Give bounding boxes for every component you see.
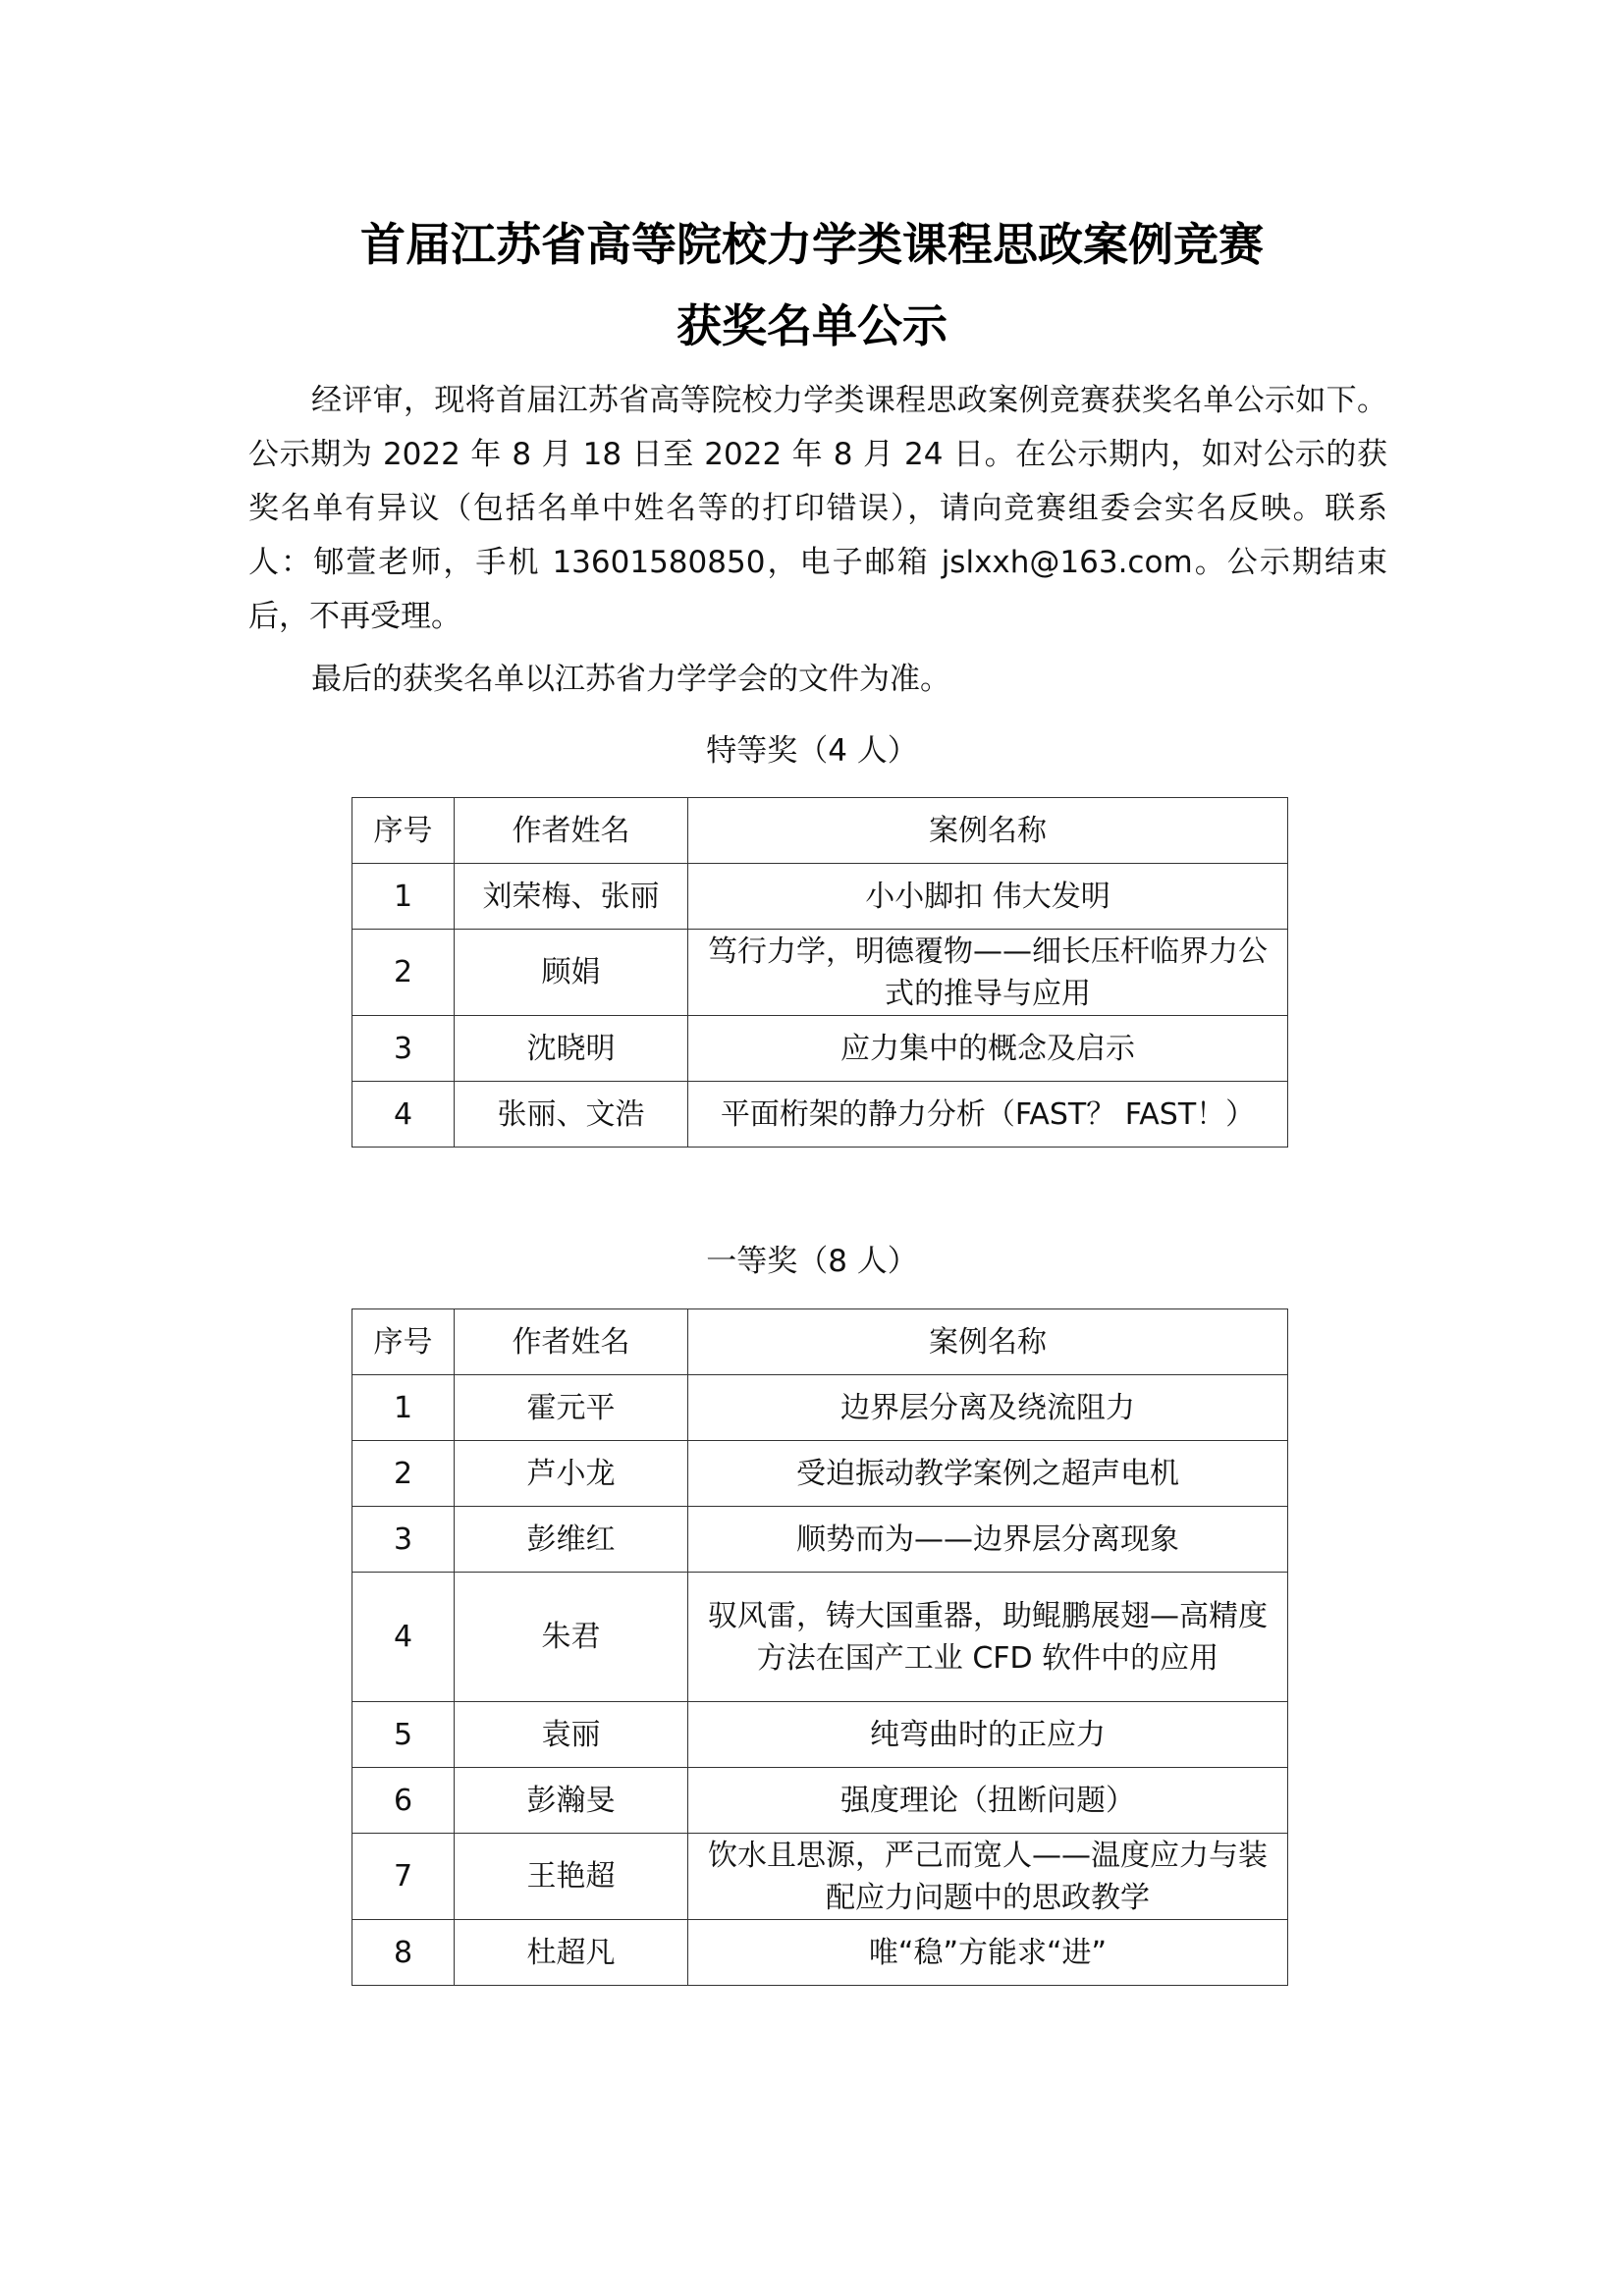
- cell-case: 饮水且思源，严己而宽人——温度应力与装配应力问题中的思政教学: [688, 1834, 1288, 1920]
- cell-author: 彭维红: [455, 1507, 688, 1573]
- cell-case: 受迫振动教学案例之超声电机: [688, 1441, 1288, 1507]
- cell-no: 3: [352, 1016, 455, 1082]
- first-prize-caption: 一等奖（8 人）: [706, 1244, 918, 1279]
- intro-paragraph: 经评审，现将首届江苏省高等院校力学类课程思政案例竞赛获奖名单公示如下。公示期为 2022 年 8 月 18 日至 2022 年 8 月 24 日。在公示期内，如对公示的获奖名单有异议（包括名单中姓名等的打印错误），请向竞赛组委会实名反映。联系人：郇萱老师，手机 13601580850，电子邮箱 jslxxh@163.com。公示期结束后，不再受理。: [248, 383, 1387, 634]
- special-prize-table: [352, 797, 1288, 1148]
- cell-case: 顺势而为——边界层分离现象: [688, 1507, 1288, 1573]
- cell-author: 张丽、文浩: [455, 1082, 688, 1148]
- header-no: 序号: [352, 1309, 455, 1375]
- cell-case: 应力集中的概念及启示: [688, 1016, 1288, 1082]
- cell-author: 王艳超: [455, 1834, 688, 1920]
- table-header-row: [352, 1309, 1288, 1375]
- cell-no: 7: [352, 1834, 455, 1920]
- table-row: [352, 1920, 1288, 1986]
- cell-no: 3: [352, 1507, 455, 1573]
- table-header-row: [352, 798, 1288, 864]
- cell-case: 笃行力学，明德覆物——细长压杆临界力公式的推导与应用: [688, 930, 1288, 1016]
- cell-author: 彭瀚旻: [455, 1768, 688, 1834]
- table-row: [352, 1082, 1288, 1148]
- cell-no: 4: [352, 1082, 455, 1148]
- cell-author: 朱君: [455, 1573, 688, 1702]
- cell-no: 4: [352, 1573, 455, 1702]
- cell-case: 边界层分离及绕流阻力: [688, 1375, 1288, 1441]
- cell-author: 霍元平: [455, 1375, 688, 1441]
- table-row: [352, 930, 1288, 1016]
- table-row: [352, 1441, 1288, 1507]
- header-author: 作者姓名: [455, 798, 688, 864]
- table-row: [352, 1702, 1288, 1768]
- cell-author: 杜超凡: [455, 1920, 688, 1986]
- cell-author: 芦小龙: [455, 1441, 688, 1507]
- cell-case: 纯弯曲时的正应力: [688, 1702, 1288, 1768]
- basis-paragraph: 最后的获奖名单以江苏省力学学会的文件为准。: [311, 662, 950, 697]
- cell-author: 沈晓明: [455, 1016, 688, 1082]
- cell-no: 2: [352, 930, 455, 1016]
- table-row: [352, 1834, 1288, 1920]
- header-author: 作者姓名: [455, 1309, 688, 1375]
- cell-author: 刘荣梅、张丽: [455, 864, 688, 930]
- document-subtitle: 获奖名单公示: [677, 299, 947, 352]
- header-case: 案例名称: [688, 798, 1288, 864]
- cell-author: 顾娟: [455, 930, 688, 1016]
- cell-no: 1: [352, 1375, 455, 1441]
- special-prize-caption: 特等奖（4 人）: [706, 733, 918, 769]
- header-no: 序号: [352, 798, 455, 864]
- cell-no: 1: [352, 864, 455, 930]
- document-title: 首届江苏省高等院校力学类课程思政案例竞赛: [360, 218, 1264, 271]
- table-row: [352, 1507, 1288, 1573]
- table-row: [352, 1768, 1288, 1834]
- cell-no: 6: [352, 1768, 455, 1834]
- first-prize-table: [352, 1308, 1288, 1986]
- cell-case: 小小脚扣 伟大发明: [688, 864, 1288, 930]
- table-row: [352, 864, 1288, 930]
- table-row: [352, 1573, 1288, 1702]
- cell-no: 2: [352, 1441, 455, 1507]
- cell-case: 唯“稳”方能求“进”: [688, 1920, 1288, 1986]
- header-case: 案例名称: [688, 1309, 1288, 1375]
- cell-case: 平面桁架的静力分析（FAST？ FAST！）: [688, 1082, 1288, 1148]
- table-row: [352, 1016, 1288, 1082]
- table-row: [352, 1375, 1288, 1441]
- cell-case: 驭风雷，铸大国重器，助鲲鹏展翅—高精度方法在国产工业 CFD 软件中的应用: [688, 1573, 1288, 1702]
- cell-author: 袁丽: [455, 1702, 688, 1768]
- cell-case: 强度理论（扭断问题）: [688, 1768, 1288, 1834]
- cell-no: 8: [352, 1920, 455, 1986]
- cell-no: 5: [352, 1702, 455, 1768]
